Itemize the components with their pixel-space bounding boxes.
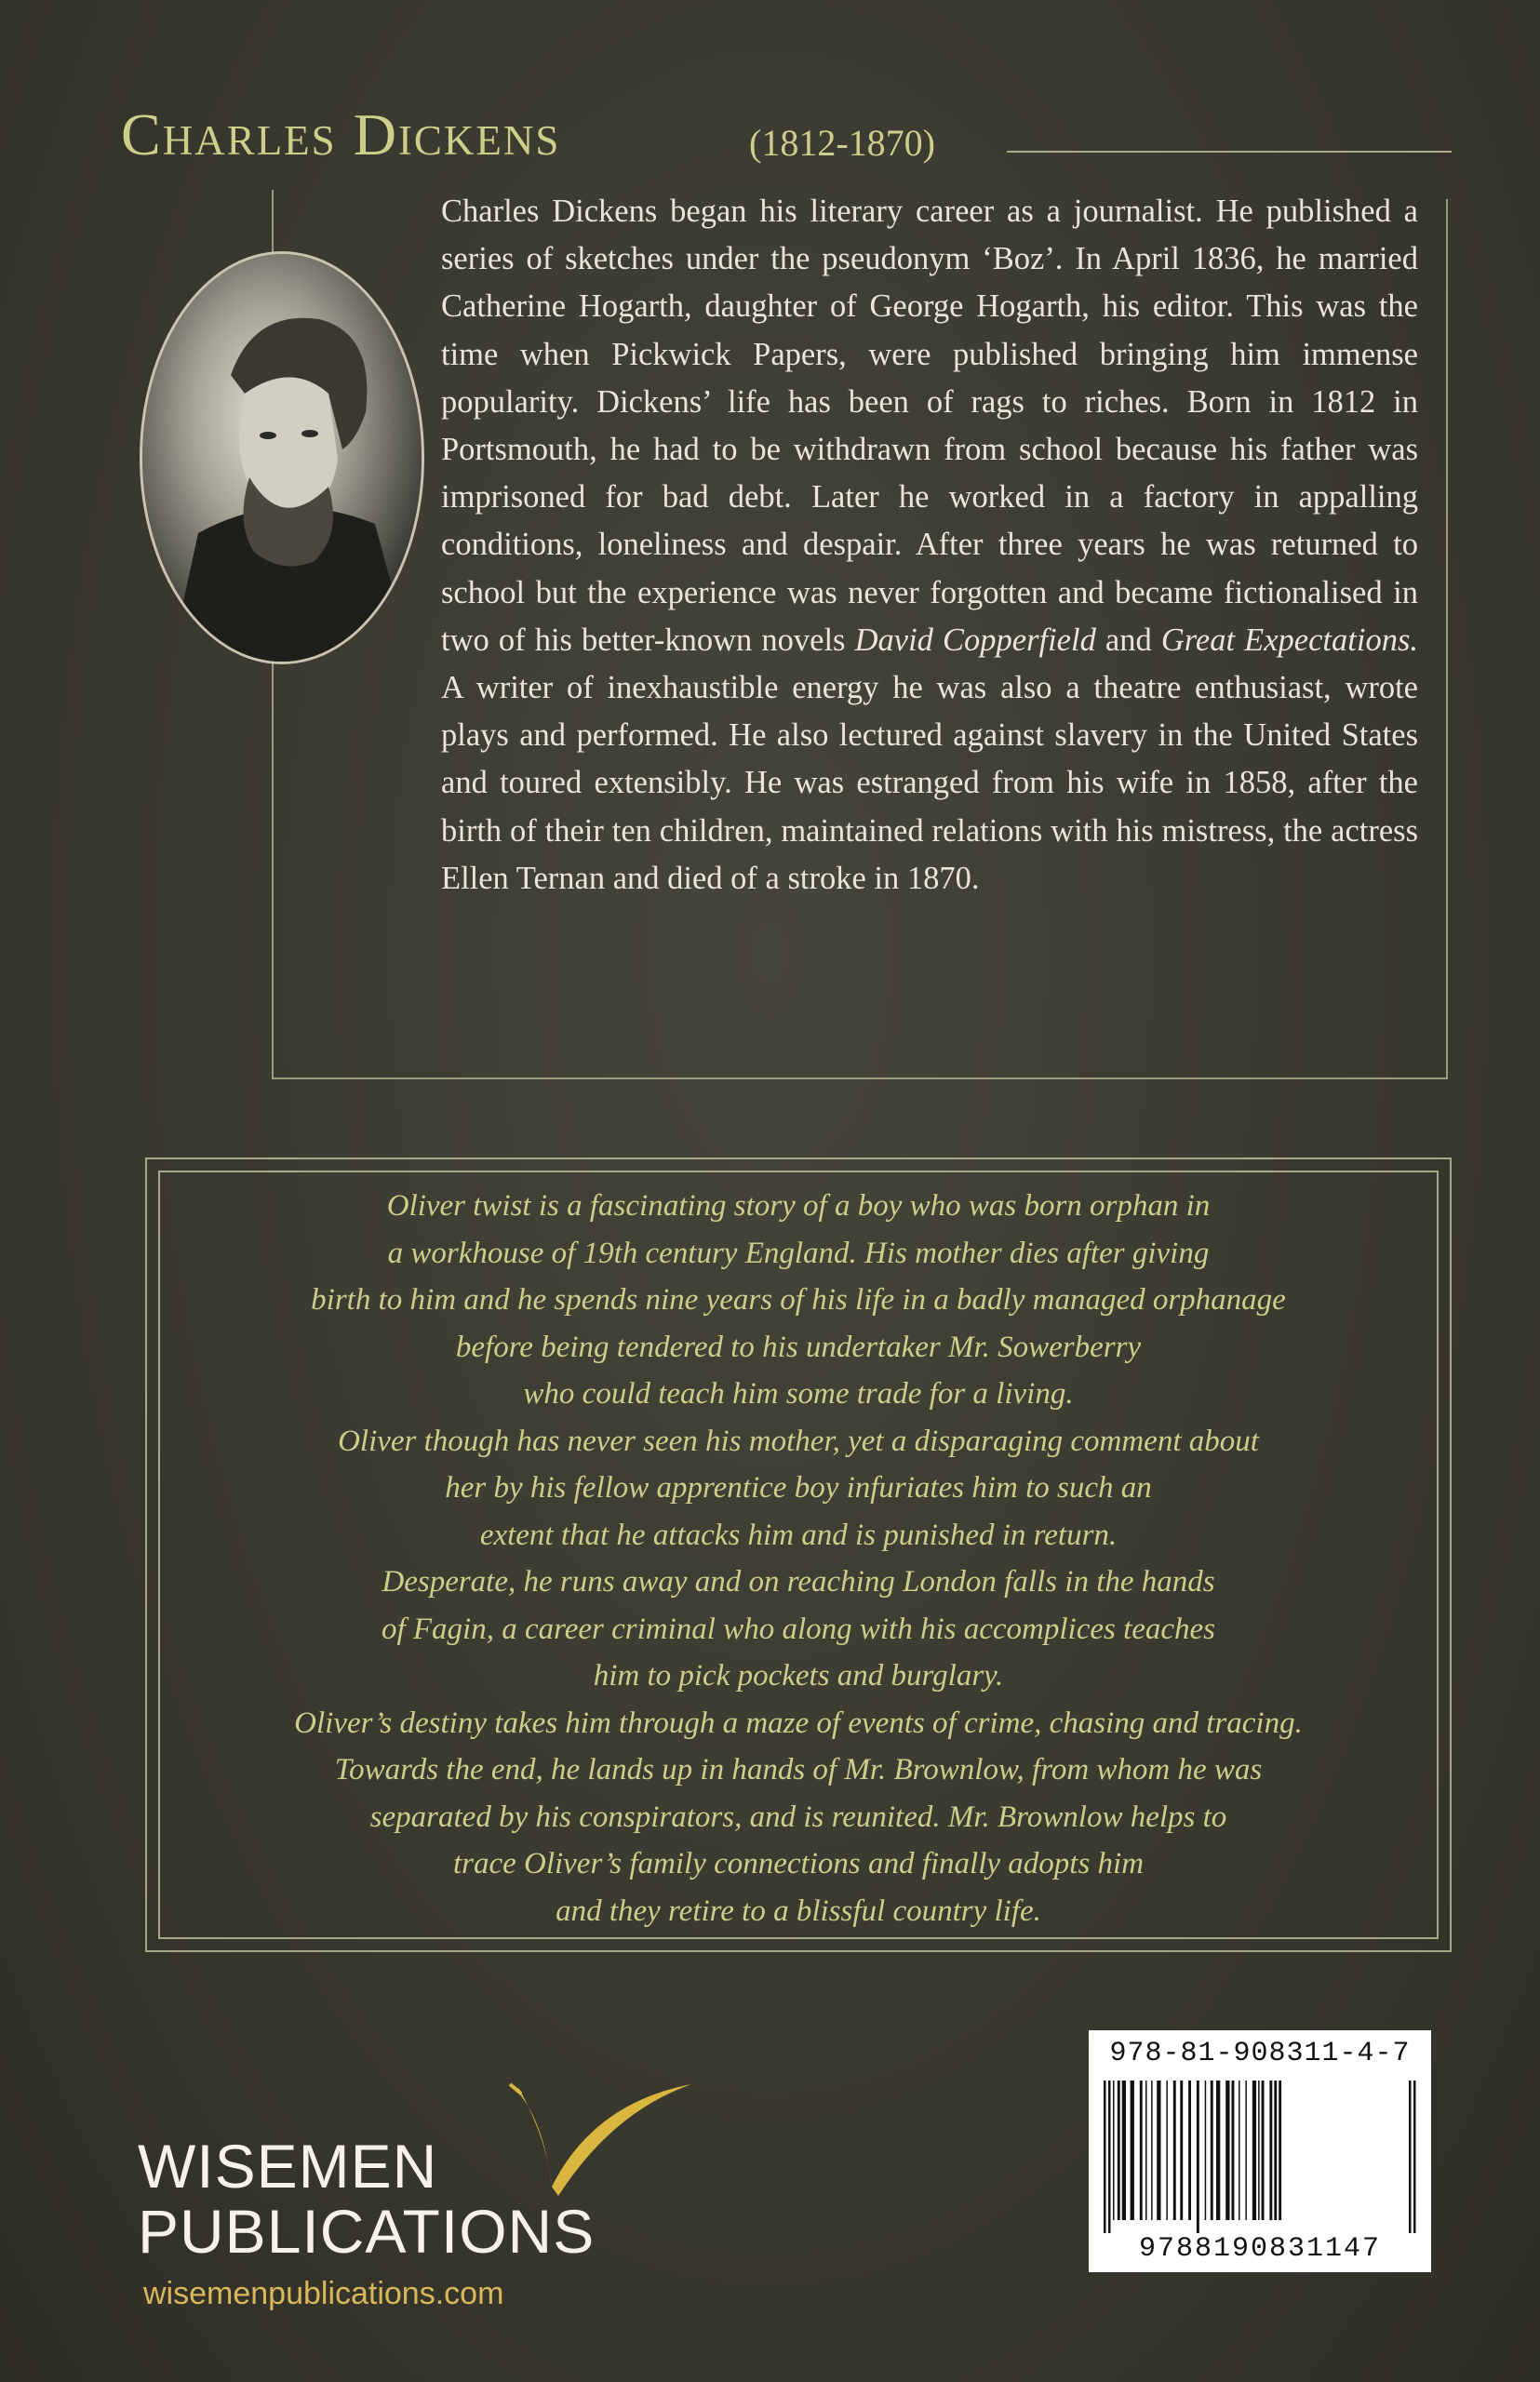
- barcode-bar: [1225, 2081, 1229, 2220]
- barcode-bar: [1262, 2081, 1265, 2220]
- isbn-barcode: [1089, 2030, 1431, 2272]
- barcode-bar: [1274, 2081, 1277, 2220]
- barcode-bar: [1252, 2081, 1256, 2220]
- barcode-bar: [1157, 2081, 1160, 2220]
- synopsis-line: birth to him and he spends nine years of his life in a badly managed orphanage: [311, 1283, 1286, 1317]
- author-years: (1812-1870): [749, 122, 935, 164]
- portrait-illustration: [142, 254, 422, 662]
- publisher-name-line1: WISEMEN: [138, 2132, 438, 2201]
- barcode-bar: [1245, 2081, 1247, 2220]
- barcode-bars: [1102, 2081, 1418, 2237]
- barcode-bar: [1216, 2081, 1220, 2220]
- barcode-bar: [1122, 2081, 1126, 2220]
- synopsis-line: Desperate, he runs away and on reaching London falls in the hands: [382, 1565, 1215, 1599]
- barcode-bar: [1180, 2081, 1183, 2220]
- barcode-bar: [1140, 2081, 1143, 2220]
- barcode-bar: [1166, 2081, 1168, 2220]
- barcode-bar: [1131, 2081, 1134, 2220]
- synopsis-line: Towards the end, he lands up in hands of Mr. Brownlow, from whom he was: [334, 1753, 1263, 1786]
- author-biography: [441, 188, 1418, 903]
- synopsis-line: of Fagin, a career criminal who along with his accomplices teaches: [381, 1612, 1216, 1646]
- barcode-bar: [1113, 2081, 1115, 2220]
- barcode-bar: [1239, 2081, 1240, 2220]
- title-rule: [1007, 151, 1452, 153]
- barcode-bar: [1151, 2081, 1153, 2220]
- author-heading: [121, 100, 1452, 175]
- barcode-bar: [1108, 2081, 1111, 2237]
- publisher-logo: [138, 2056, 696, 2311]
- barcode-bar: [1118, 2081, 1120, 2220]
- barcode-bar: [1269, 2081, 1272, 2220]
- barcode-bar: [1258, 2081, 1260, 2220]
- bio-conjunction: and: [1095, 622, 1161, 658]
- synopsis-line: and they retire to a blissful country life.: [556, 1894, 1041, 1928]
- barcode-bar: [1205, 2081, 1207, 2220]
- barcode-bar: [1104, 2081, 1106, 2237]
- synopsis-line: Oliver’s destiny takes him through a maze of events of crime, chasing and tracing.: [294, 1706, 1303, 1740]
- author-name: Charles Dickens: [121, 101, 561, 167]
- synopsis-line: separated by his conspirators, and is reunited. Mr. Brownlow helps to: [369, 1800, 1227, 1834]
- synopsis-line: who could teach him some trade for a living.: [523, 1377, 1074, 1411]
- barcode-bar: [1279, 2081, 1281, 2220]
- barcode-bar: [1413, 2081, 1416, 2237]
- barcode-bar: [1197, 2081, 1199, 2237]
- synopsis-line: her by his fellow apprentice boy infuriates him to such an: [445, 1471, 1152, 1505]
- synopsis-line: him to pick pockets and burglary.: [593, 1659, 1004, 1693]
- synopsis-line: before being tendered to his undertaker Mr. Sowerberry: [455, 1330, 1142, 1364]
- author-portrait: [140, 251, 424, 664]
- barcode-bar: [1173, 2081, 1176, 2220]
- biography-paragraph: [441, 188, 1418, 903]
- novel-title-great-expectations: Great Expectations.: [1160, 622, 1418, 658]
- synopsis-line: Oliver twist is a fascinating story of a boy who was born orphan in: [386, 1189, 1211, 1223]
- synopsis-line: extent that he attacks him and is punished in return.: [479, 1518, 1118, 1552]
- barcode-bar: [1188, 2081, 1191, 2220]
- publisher-name-line2: PUBLICATIONS: [138, 2197, 596, 2266]
- synopsis-line: trace Oliver’s family connections and finally adopts him: [452, 1847, 1145, 1880]
- barcode-bar: [1232, 2081, 1235, 2220]
- synopsis: [177, 1183, 1420, 1934]
- ean-digits: 9788190831147: [1098, 2233, 1422, 2265]
- bio-text-part2: A writer of inexhaustible energy he was also a theatre enthusiast, wrote plays and performed. He also lectured against slavery in the United States and toured extensibly. He was estranged from his wife in 1858, after the birth of their ten children, maintained relations with his mistress, the actress Ellen Ternan and died of a stroke in 1870.: [441, 670, 1418, 896]
- barcode-bar: [1409, 2081, 1412, 2237]
- bio-text-part1: Charles Dickens began his literary career as a journalist. He published a series of sketches under the pseudonym ‘Boz’. In April 1836, he married Catherine Hogarth, daughter of George Hogarth, his editor. This was the time when Pickwick Papers, were published bringing him immense popularity. Dickens’ life has been of rags to riches. Born in 1812 in Portsmouth, he had to be withdrawn from school because his father was imprisoned for bad debt. Later he worked in a factory in appalling conditions, loneliness and despair. After three years he was returned to school but the experience was never forgotten and became fictionalised in two of his better-known novels: [441, 194, 1418, 658]
- novel-title-david-copperfield: David Copperfield: [854, 622, 1096, 658]
- isbn-text: 978-81-908311-4-7: [1109, 2038, 1411, 2069]
- publisher-url: wisemenpublications.com: [143, 2276, 504, 2311]
- barcode-bar: [1145, 2081, 1147, 2220]
- synopsis-line: Oliver though has never seen his mother, yet a disparaging comment about: [338, 1424, 1259, 1458]
- barcode-bar: [1211, 2081, 1213, 2220]
- synopsis-line: a workhouse of 19th century England. His mother dies after giving: [387, 1236, 1210, 1270]
